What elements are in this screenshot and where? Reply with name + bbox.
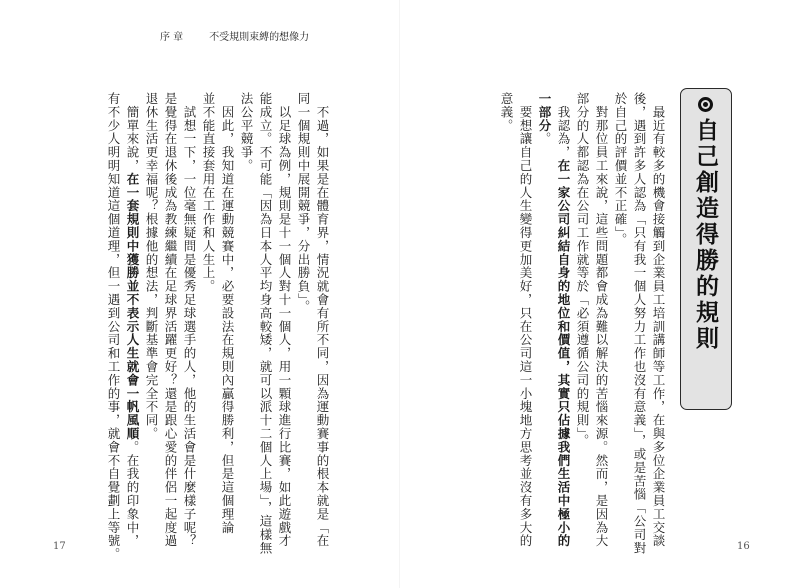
book-spine — [399, 0, 400, 588]
emphasis-text: 一部分 — [537, 92, 552, 133]
left_page-line — [313, 92, 332, 548]
left_page-line — [275, 92, 294, 548]
chapter-title: 不受規則束縛的想像力 — [209, 32, 310, 43]
body-text: 部分的人都認為在公司工作就等於「必須遵循公司的規則」。 — [575, 92, 590, 448]
left-page-body — [70, 92, 332, 561]
section-title-text: 自己創造得勝的規則 — [692, 118, 718, 352]
right_page-line — [573, 92, 592, 532]
right_page-line — [630, 92, 649, 555]
right_page-line — [497, 92, 516, 532]
body-text: 我認為， — [556, 92, 571, 159]
right_page-line — [611, 92, 630, 532]
body-text: 試想一下，一位毫無疑問是優秀足球選手的人，他的生活會是什麼樣子呢？ — [182, 92, 197, 548]
right_page-line — [554, 92, 573, 548]
running-header — [160, 28, 309, 43]
left_page-line — [104, 92, 123, 561]
body-text: 能成立。不可能「因為日本人平均身高較矮，就可以派十二個人上場」，這樣無 — [258, 92, 273, 555]
left_page-line — [180, 92, 199, 548]
body-text: 最近有較多的機會接觸到企業員工培訓講師等工作，在與多位企業員工交談 — [651, 92, 666, 548]
body-text: 於自己的評價並不正確」。 — [613, 92, 628, 247]
left_page-line — [294, 92, 313, 532]
section-title-box — [680, 88, 732, 410]
body-text: 是覺得在退休後成為教練繼續在足球界活躍更好？還是跟心愛的伴侶一起度過 — [163, 92, 178, 548]
left_page-line — [123, 92, 142, 548]
body-text: 對那位員工來說，這些問題都會成為難以解決的苦惱來源。然而，是因為大 — [594, 92, 609, 548]
left_page-line — [199, 92, 218, 532]
body-text: 因此，我知道在運動競賽中，必要設法在規則內贏得勝利，但是這個理論 — [220, 92, 235, 535]
left_page-line — [256, 92, 275, 555]
chapter-label: 序 章 — [160, 32, 184, 43]
right_page-line — [649, 92, 668, 548]
body-text: 要想讓自己的人生變得更加美好，只在公司這一小塊地方思考並沒有多大的 — [518, 92, 533, 548]
body-text: 。 — [537, 132, 552, 146]
left_page-line — [161, 92, 180, 548]
right-page-number: 16 — [737, 541, 750, 552]
body-text: 以足球為例，規則是十一個人對十一個人，用一顆球進行比賽，如此遊戲才 — [277, 92, 292, 548]
body-text: 意義。 — [499, 92, 514, 133]
body-text: 法公平競爭。 — [239, 92, 254, 173]
body-text: 不過，如果是在體育界，情況就會有所不同，因為運動賽事的根本就是「在 — [315, 92, 330, 548]
left-page-number: 17 — [53, 541, 66, 552]
emphasis-text: 在一家公司糾結自身的地位和價值，其實只佔據我們生活中極小的 — [556, 159, 571, 548]
right_page-line — [516, 92, 535, 548]
body-text: 同一個規則中展開競爭，分出勝負」。 — [296, 92, 311, 314]
right_page-line — [535, 92, 554, 532]
emphasis-text: 在一套規則中獲勝並不表示人生就會一帆風順 — [125, 172, 140, 441]
right_page-line — [592, 92, 611, 548]
left_page-line — [237, 92, 256, 532]
body-text: 退休生活更幸福呢？根據他的想法，判斷基準會完全不同。 — [144, 92, 159, 441]
body-text: 簡單來說， — [125, 92, 140, 173]
right-page-body — [470, 92, 668, 555]
section-title — [681, 97, 731, 352]
body-text: 。在我的印象中， — [125, 440, 140, 548]
body-text: 後，遇到許多人認為「只有我一個人努力工作也沒有意義」，或是苦惱「公司對 — [632, 92, 647, 555]
body-text: 並不能直接套用在工作和人生上。 — [201, 92, 216, 293]
left_page-line — [142, 92, 161, 532]
bullet-circle-icon — [698, 97, 713, 112]
body-text: 有不少人明明知道這個道理，但一遇到公司和工作的事，就會不自覺劃上等號。 — [106, 92, 121, 561]
left_page-line — [218, 92, 237, 535]
